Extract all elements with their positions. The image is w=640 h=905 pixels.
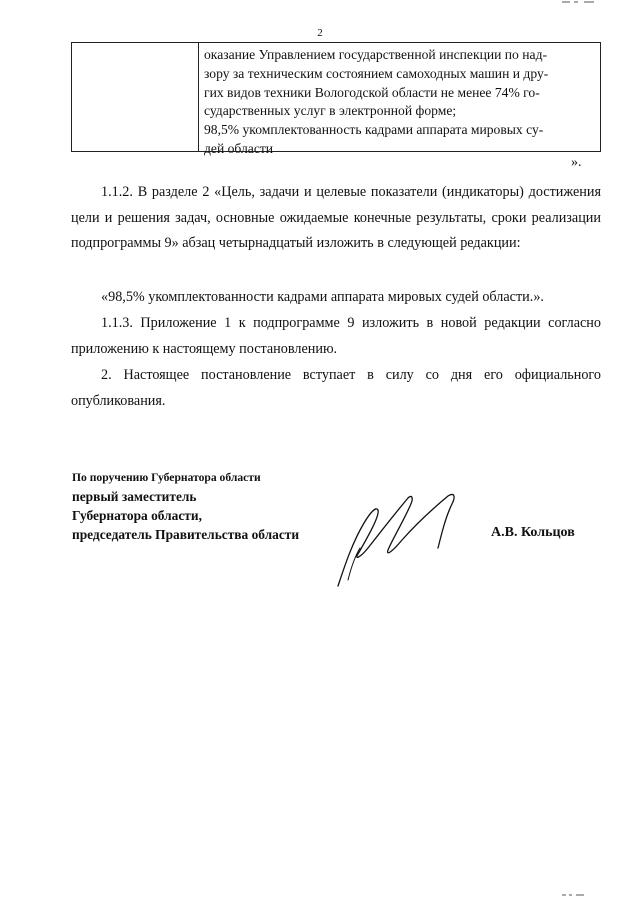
table-cell-line: гих видов техники Вологодской области не менее 74% го- xyxy=(204,84,540,100)
paragraph-1-1-3: 1.1.3. Приложение 1 к подпрограмме 9 изложить в новой редакции согласно приложению к настоящему постановлению. xyxy=(71,315,601,357)
table-cell-line: зору за техническим состоянием самоходных машин и дру- xyxy=(204,65,549,81)
page-number: 2 xyxy=(317,27,323,39)
indicator-table xyxy=(71,42,601,156)
signatory-line-2: первый заместитель xyxy=(72,489,197,504)
table-cell-line: оказание Управлением государственной инспекции по над- xyxy=(204,47,548,62)
table-left-cell xyxy=(72,43,199,151)
table-closing-quote: ». xyxy=(571,155,582,170)
paragraph-1-1-2: 1.1.2. В разделе 2 «Цель, задачи и целевые показатели (индикаторы) достижения цели и решения задач, основные ожидаемые конечные результаты, сроки реализации подпрограммы 9» абзац четырнадцатый изложить в следующей редакции: xyxy=(71,184,601,252)
handwritten-signature xyxy=(330,488,480,588)
table-cell-line: дей области xyxy=(204,140,274,156)
signatory-title xyxy=(72,468,299,544)
signatory-line-1: По поручению Губернатора области xyxy=(72,471,261,484)
paragraph-2: 2. Настоящее постановление вступает в силу со дня его официального опубликования. xyxy=(71,367,601,409)
table-cell-line: 98,5% укомплектованность кадрами аппарата мировых су- xyxy=(204,122,544,138)
table-cell-line: сударственных услуг в электронной форме; xyxy=(204,103,457,119)
signatory-line-3: Губернатора области, xyxy=(72,508,202,523)
scan-mark-top xyxy=(560,0,600,4)
scan-mark-bottom xyxy=(560,892,590,898)
signatory-line-4: председатель Правительства области xyxy=(72,527,300,542)
signatory-name: А.В. Кольцов xyxy=(491,525,575,540)
table-right-cell xyxy=(200,43,600,159)
paragraph-quote: «98,5% укомплектованности кадрами аппарата мировых судей области.». xyxy=(101,289,544,305)
